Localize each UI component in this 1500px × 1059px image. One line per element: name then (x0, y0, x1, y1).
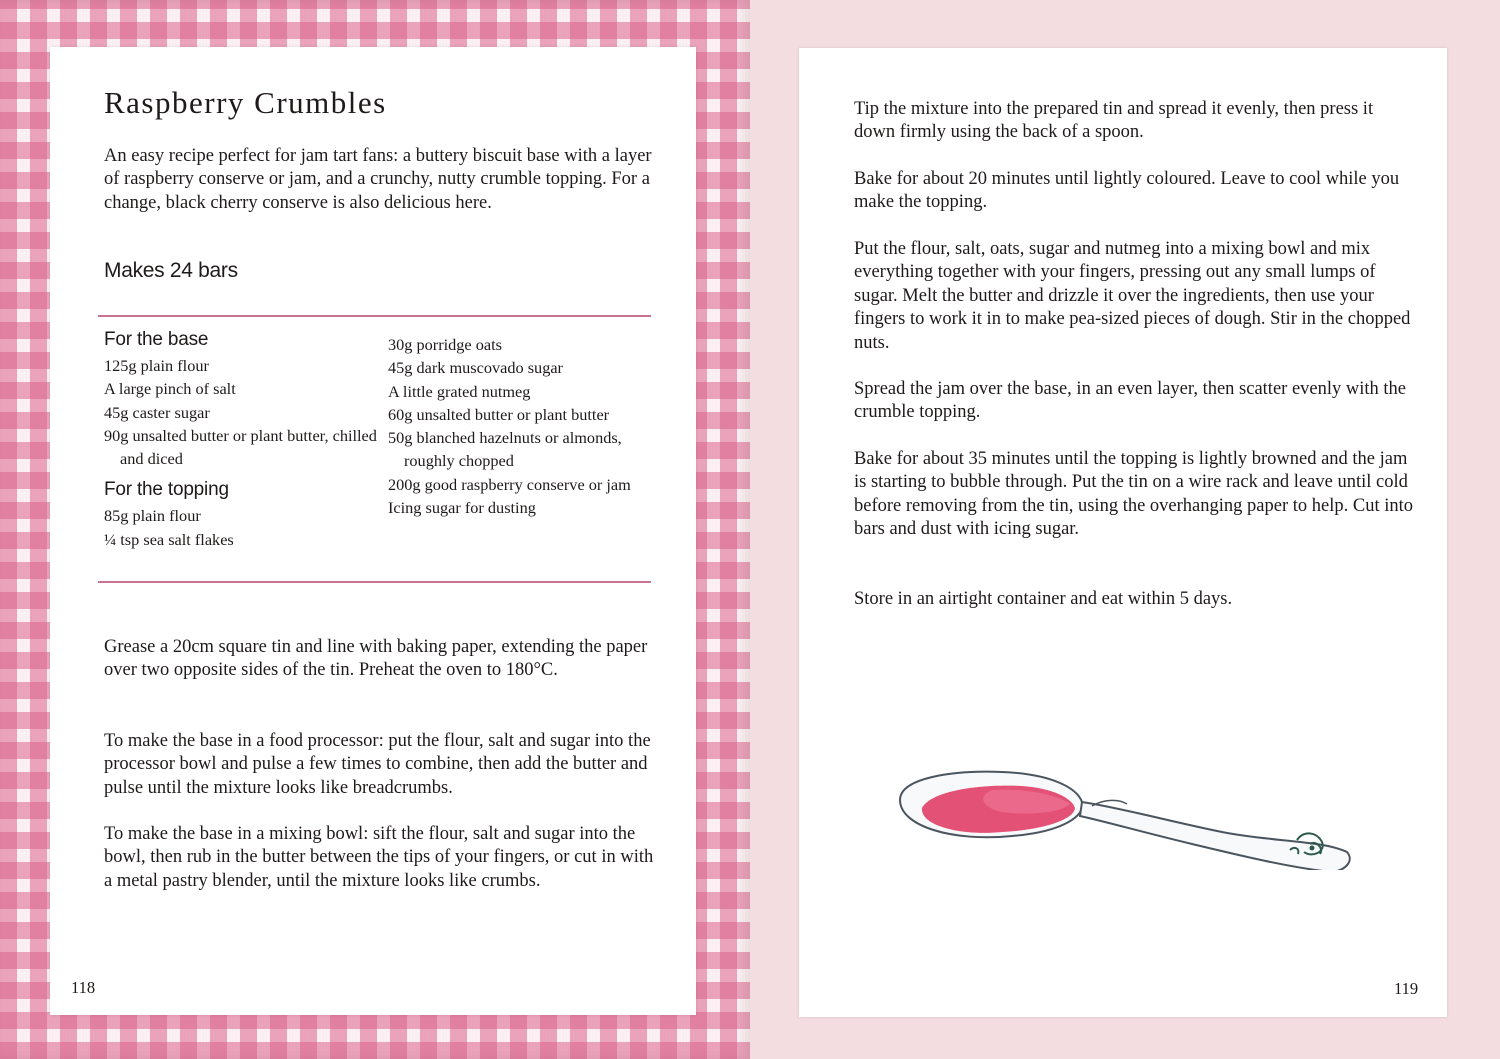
ingredient-item: 85g plain flour (104, 506, 201, 526)
ingredient-item: A little grated nutmeg (388, 381, 531, 401)
topping-ingredient-list (104, 504, 379, 551)
divider-bottom (98, 581, 651, 583)
ingredient-item: Icing sugar for dusting (388, 498, 536, 518)
method-step: Spread the jam over the base, in an even layer, then scatter evenly with the crumble topping. (854, 379, 1406, 423)
spoon-with-jam-illustration (892, 760, 1358, 870)
right-page (799, 48, 1447, 1017)
method-step: Store in an airtight container and eat within 5 days. (854, 589, 1233, 609)
ingredient-item: 30g porridge oats (388, 335, 502, 354)
method-step: Bake for about 20 minutes until lightly coloured. Leave to cool while you make the topping. (854, 169, 1400, 213)
recipe-yield: Makes 24 bars (104, 259, 238, 282)
ingredient-item: 200g good raspberry conserve or jam (388, 474, 631, 494)
topping-ingredient-list-continued (388, 333, 658, 519)
method-step: Tip the mixture into the prepared tin and spread it evenly, then press it down firmly using the back of a spoon. (854, 99, 1374, 143)
method-step: To make the base in a food processor: put the flour, salt and sugar into the processor bowl and pulse a few times to combine, then add the butter and pulse until the mixture looks like breadcrumbs. (104, 731, 651, 798)
method-step: Bake for about 35 minutes until the topping is lightly browned and the jam is starting to bubble through. Put the tin on a wire rack and leave until cold before removing from the tin, using the overhanging paper to help. Cut into bars and dust with icing sugar. (854, 449, 1413, 540)
page-number: 119 (1394, 979, 1419, 998)
ingredient-item: 90g unsalted butter or plant butter, chilled and diced (104, 425, 377, 469)
method-step: Grease a 20cm square tin and line with baking paper, extending the paper over two opposite sides of the tin. Preheat the oven to 180°C. (104, 637, 648, 681)
base-heading: For the base (104, 329, 209, 350)
ingredient-item: 60g unsalted butter or plant butter (388, 404, 610, 424)
divider-top (98, 315, 651, 317)
recipe-title: Raspberry Crumbles (104, 85, 387, 120)
left-page (50, 47, 696, 1015)
topping-heading: For the topping (104, 479, 229, 501)
ingredient-item: ¼ tsp sea salt flakes (104, 529, 234, 549)
recipe-intro: An easy recipe perfect for jam tart fans: a buttery biscuit base with a layer of raspberry conserve or jam, and a crunchy, nutty crumble topping. For a change, black cherry conserve is also delicious here. (104, 146, 652, 213)
ingredient-item: 125g plain flour (104, 356, 209, 375)
base-ingredient-list (104, 354, 379, 470)
method-step: Put the flour, salt, oats, sugar and nutmeg into a mixing bowl and mix everything together with your fingers, pressing out any small lumps of sugar. Melt the butter and drizzle it over the ingredients, then use your fingers to work it in to make pea-sized pieces of dough. Stir in the chopped nuts. (854, 239, 1411, 353)
ingredients-column-1 (104, 328, 379, 551)
ingredient-item: 45g dark muscovado sugar (388, 358, 563, 378)
ingredient-item: 50g blanched hazelnuts or almonds, roughly chopped (388, 428, 622, 471)
ingredient-item: 45g caster sugar (104, 402, 210, 422)
method-step: To make the base in a mixing bowl: sift the flour, salt and sugar into the bowl, then rub in the butter between the tips of your fingers, or cut in with a metal pastry blender, until the mixture looks like crumbs. (104, 824, 654, 891)
ingredient-item: A large pinch of salt (104, 379, 236, 399)
ingredients-column-2 (388, 333, 658, 519)
page-number: 118 (71, 978, 96, 997)
